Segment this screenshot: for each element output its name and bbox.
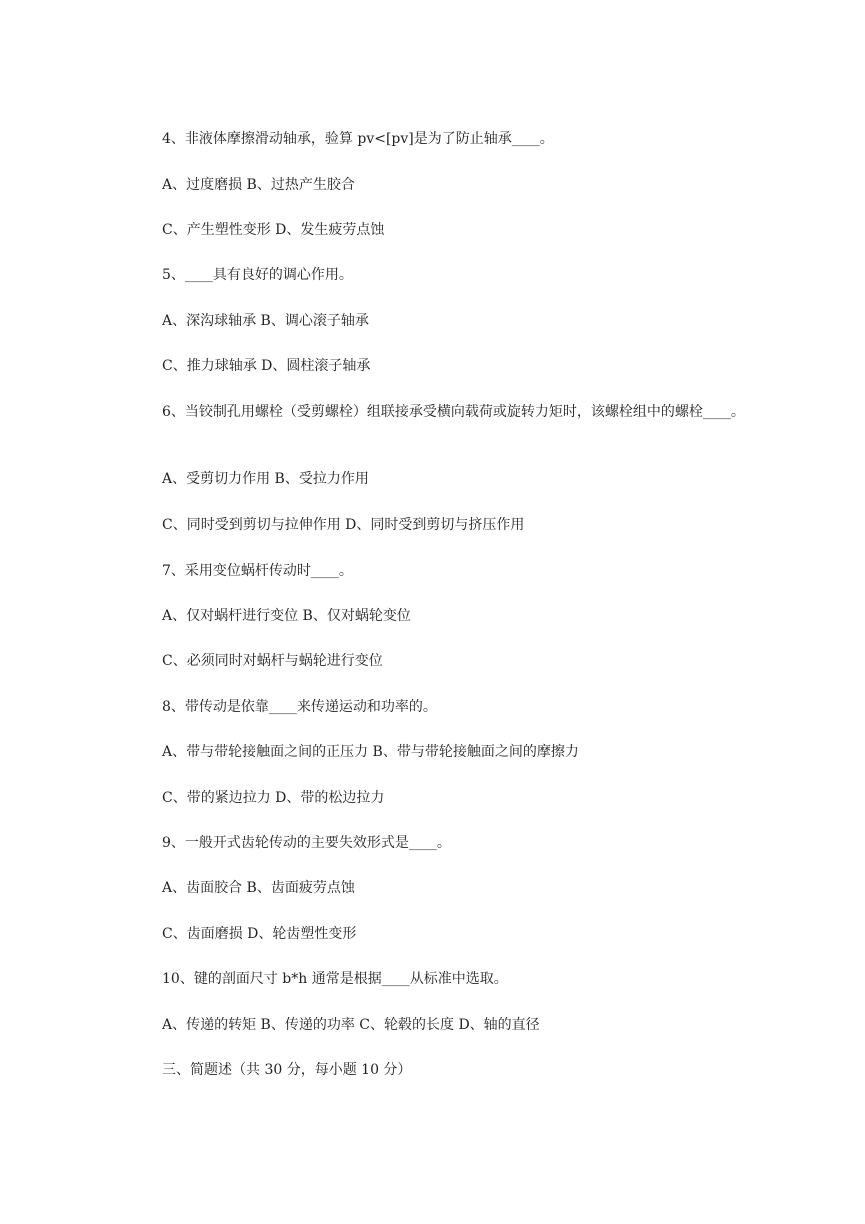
question-6-options-cd: C、同时受到剪切与拉伸作用 D、同时受到剪切与挤压作用 — [162, 517, 525, 533]
question-10: 10、键的剖面尺寸 b*h 通常是根据____从标准中选取。 — [162, 971, 508, 987]
question-7: 7、采用变位蜗杆传动时____。 — [162, 563, 353, 579]
question-9-options-ab: A、齿面胶合 B、齿面疲劳点蚀 — [162, 880, 355, 896]
question-7-option-c: C、必须同时对蜗杆与蜗轮进行变位 — [162, 653, 383, 669]
question-4-options-ab: A、过度磨损 B、过热产生胶合 — [162, 177, 355, 193]
question-8-options-ab: A、带与带轮接触面之间的正压力 B、带与带轮接触面之间的摩擦力 — [162, 744, 579, 760]
question-10-options: A、传递的转矩 B、传递的功率 C、轮毂的长度 D、轴的直径 — [162, 1017, 540, 1033]
question-8-options-cd: C、带的紧边拉力 D、带的松边拉力 — [162, 790, 385, 806]
question-4-options-cd: C、产生塑性变形 D、发生疲劳点蚀 — [162, 222, 385, 238]
question-7-options-ab: A、仅对蜗杆进行变位 B、仅对蜗轮变位 — [162, 608, 411, 624]
question-5: 5、____具有良好的调心作用。 — [162, 267, 353, 283]
question-5-options-cd: C、推力球轴承 D、圆柱滚子轴承 — [162, 358, 371, 374]
question-8: 8、带传动是依靠____来传递运动和功率的。 — [162, 699, 437, 715]
question-9: 9、一般开式齿轮传动的主要失效形式是____。 — [162, 835, 451, 851]
question-6-options-ab: A、受剪切力作用 B、受拉力作用 — [162, 471, 369, 487]
question-6: 6、当铰制孔用螺栓（受剪螺栓）组联接承受横向载荷或旋转力矩时，该螺栓组中的螺栓____。 — [162, 404, 745, 420]
section-heading-short-answer: 三、简题述（共 30 分，每小题 10 分） — [162, 1062, 412, 1078]
question-5-options-ab: A、深沟球轴承 B、调心滚子轴承 — [162, 313, 369, 329]
question-9-options-cd: C、齿面磨损 D、轮齿塑性变形 — [162, 926, 357, 942]
question-4: 4、非液体摩擦滑动轴承，验算 pv<[pv]是为了防止轴承____。 — [162, 131, 554, 147]
